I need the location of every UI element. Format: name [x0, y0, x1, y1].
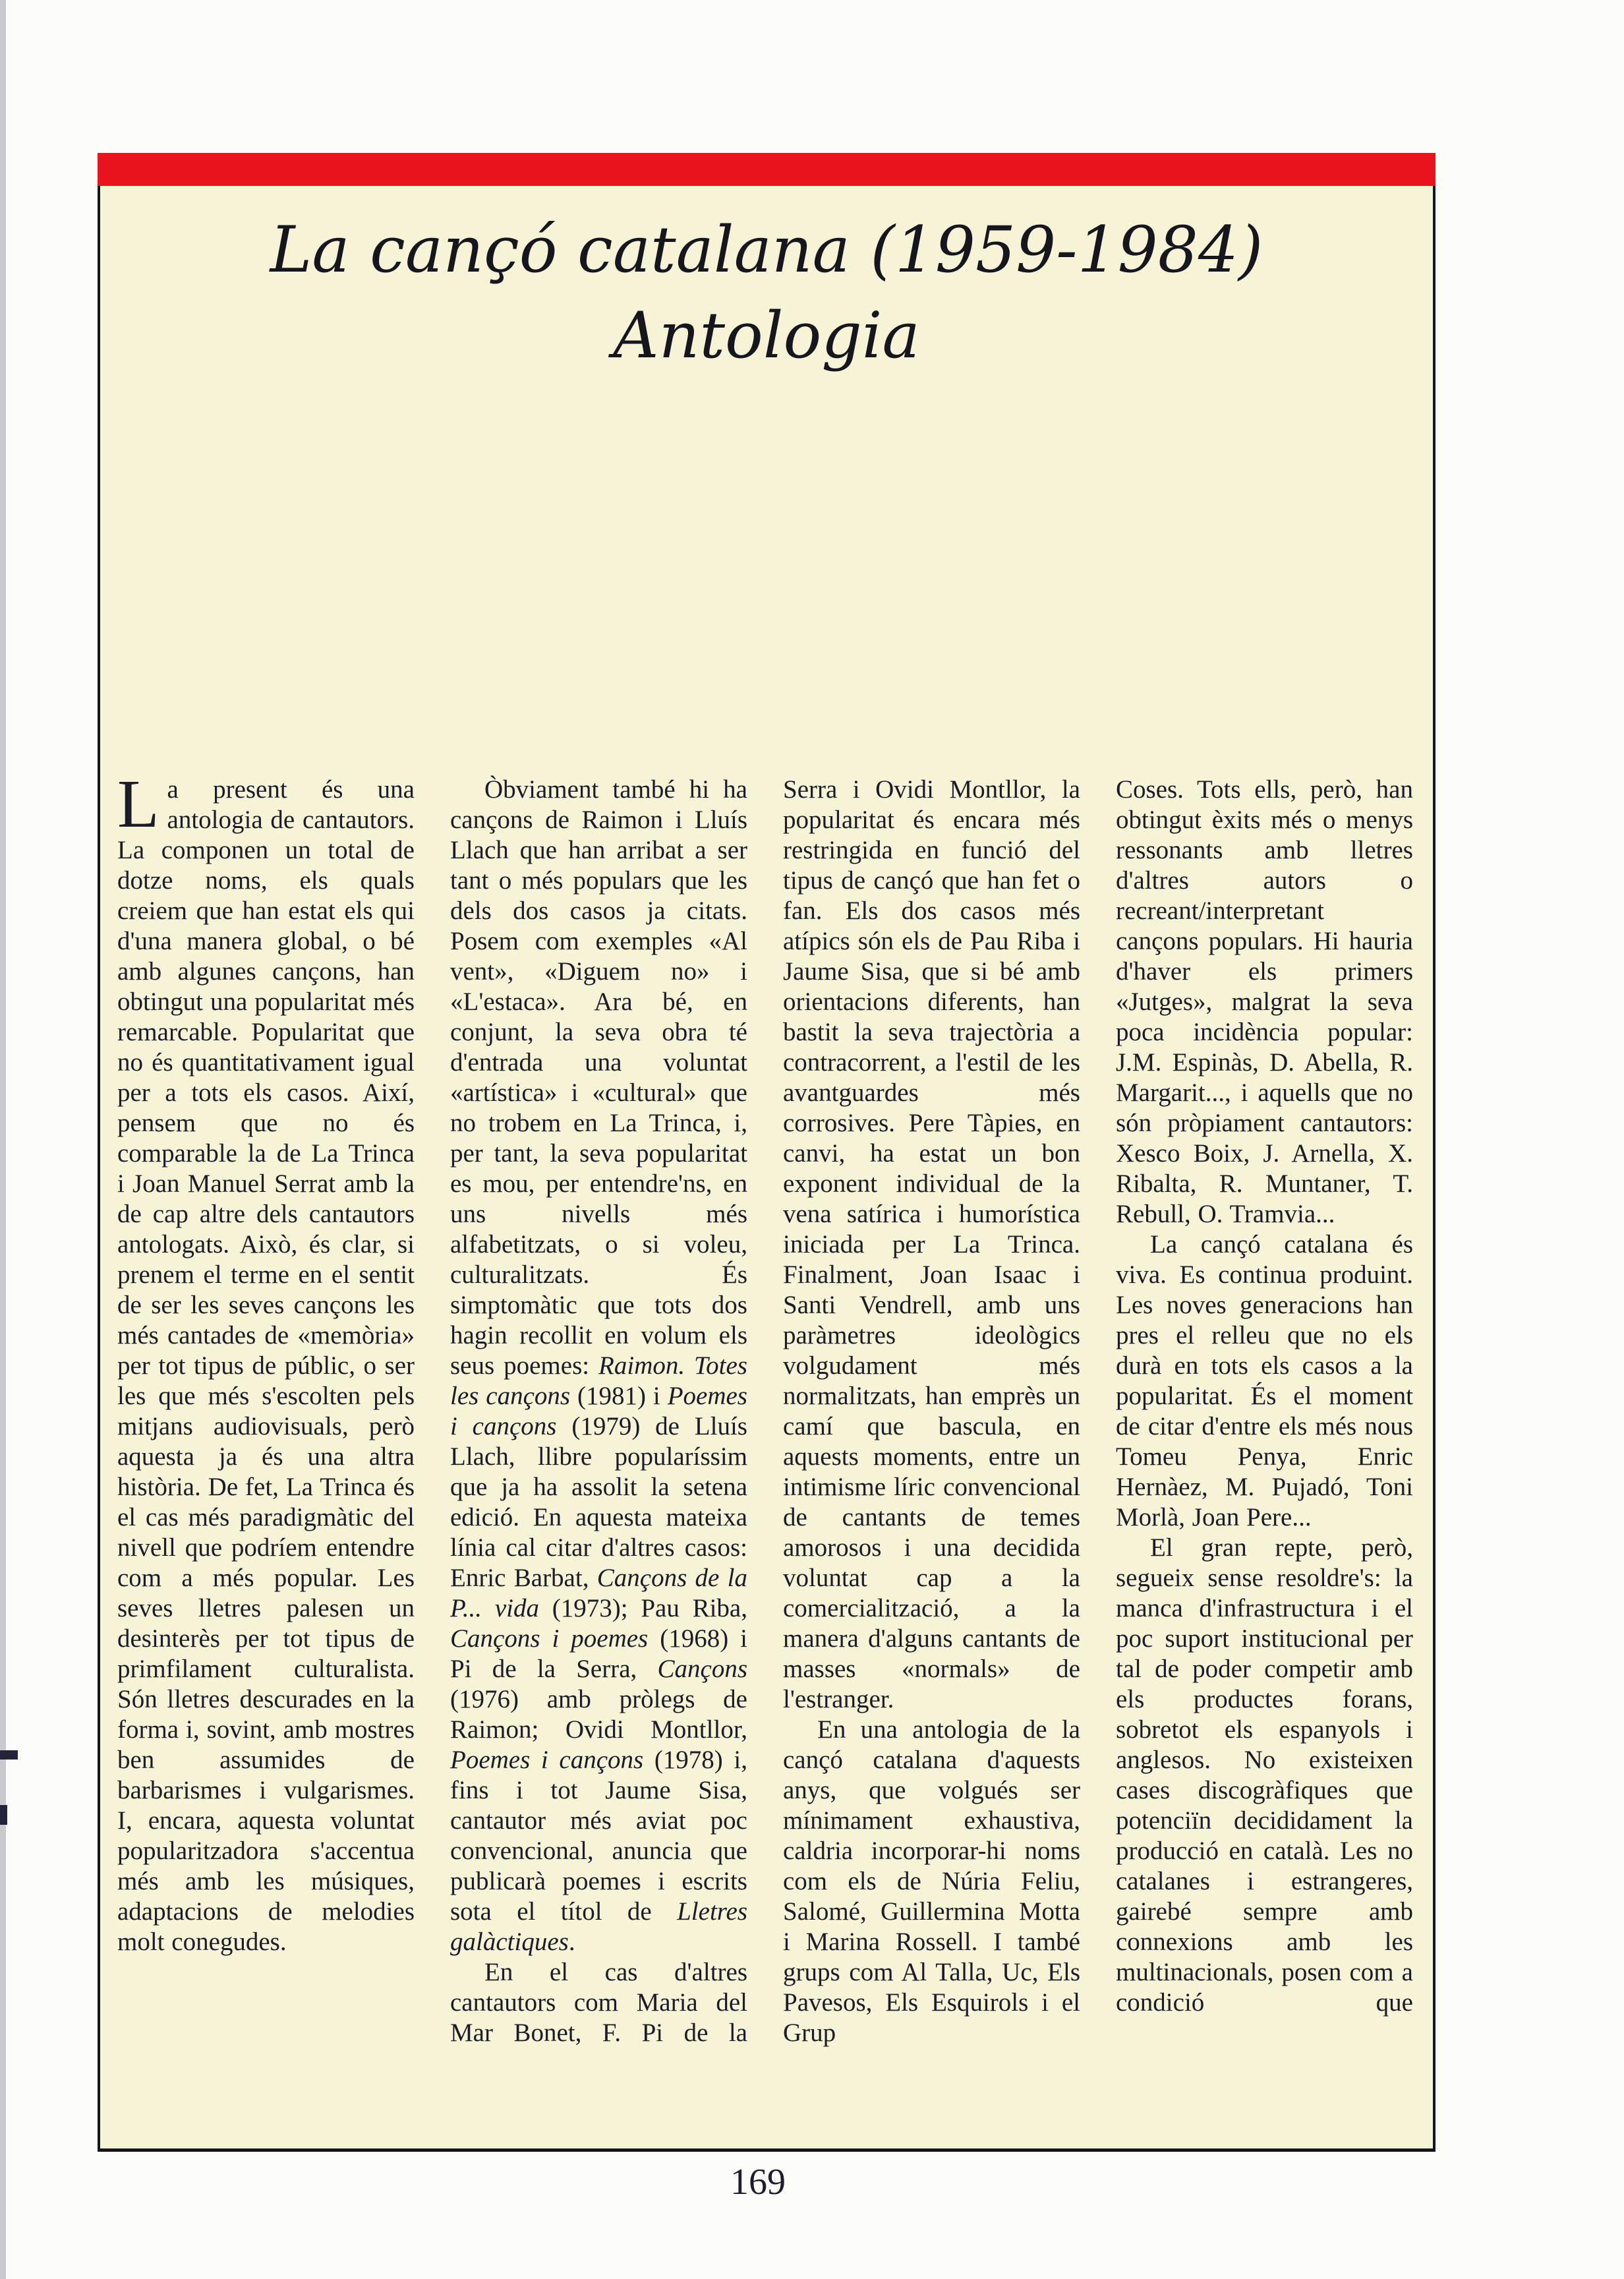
body-text: (1979) de Lluís Llach, llibre popularíssim que ja ha assolit la setena edició. En aquesta mateixa línia cal citar d'altres casos: Enric Barbat,: [450, 1412, 747, 1592]
book-title-italic: Cançons de la P... vida: [450, 1564, 747, 1622]
body-text: (1968) i Pi de la Serra,: [450, 1624, 747, 1683]
article-columns: [117, 775, 1413, 2150]
paragraph: [450, 775, 747, 1957]
body-text: Serra i Ovidi Montllor, la popularitat és encara més restringida en funció del tipus de cançó que han fet o fan. Els dos casos més atípics són els de Pau Riba i Jaume Sisa, que si bé amb orientacions diferents, han bastit la seva trajectòria a contracorrent, a l'estil de les avantguardes més corrosives. Pere Tàpies, en canvi, ha estat un bon exponent individual de la vena satírica i humorística iniciada per La Trinca. Finalment, Joan Isaac i Santi Vendrell, amb uns paràmetres ideològics volgudament més normalitzats, han emprès un camí que bascula, en aquests moments, entre un intimisme líric convencional de cantants de temes amorosos i una decidida voluntat cap a la comercialització, a la manera d'alguns cantants de masses «normals» de l'estranger.: [783, 775, 1080, 1713]
book-title-italic: Poemes i cançons: [450, 1382, 747, 1440]
title-line-2: Antologia: [613, 299, 920, 372]
paragraph: [117, 775, 415, 1957]
body-text: El gran repte, però, segueix sense resoldre's: la manca d'infrastructura i el poc suport institucional per tal de poder competir amb els productes forans, sobretot els espanyols i anglesos. No existeixen cases discogràfiques que potenciïn decididament la producció en català. Les no catalanes i estrangeres, gairebé sempre amb connexions amb les multinacionals, posen com a condició que: [1116, 1533, 1413, 2017]
header-bar: [98, 153, 1436, 186]
body-text: Òbviament també hi ha cançons de Raimon i Lluís Llach que han arribat a ser tant o més populars que les dels dos casos ja citats. Posem com exemples «Al vent», «Diguem no» i «L'estaca». Ara bé, en conjunt, la seva obra té d'entrada una voluntat «artística» i «cultural» que no trobem en La Trinca, i, per tant, la seva popularitat es mou, per entendre'ns, en uns nivells més alfabetitzats, o si voleu, culturalitzats. És simptomàtic que tots dos hagin recollit en volum els seus poemes:: [450, 775, 747, 1380]
text-column-2: [450, 775, 747, 2150]
article-title: [100, 186, 1433, 378]
title-line-1: La cançó catalana (1959-1984): [270, 213, 1263, 287]
scan-edge-strip: [0, 0, 6, 2279]
body-text: (1973); Pau Riba,: [538, 1594, 747, 1622]
body-text: a present és una antologia de cantautors. La componen un total de dotze noms, els quals creiem que han estat els qui d'una manera global, o bé amb algunes cançons, han obtingut una popularitat més remarcable. Popularitat que no és quantitativament igual per a tots els casos. Així, pensem que no és comparable la de La Trinca i Joan Manuel Serrat amb la de cap altre dels cantautors antologats. Això, és clar, si prenem el terme en el sentit de ser les seves cançons les més cantades de «memòria» per tot tipus de públic, o ser les que més s'escolten pels mitjans audiovisuals, però aquesta ja és una altra història. De fet, La Trinca és el cas més paradigmàtic del nivell que podríem entendre com a més popular. Les seves lletres palesen un desinterès per tot tipus de primfilament culturalista. Són lletres descurades en la forma i, sovint, amb mostres ben assumides de barbarismes i vulgarismes. I, encara, aquesta voluntat popularitzadora s'accentua més amb les músiques, adaptacions de melodies molt conegudes.: [117, 775, 415, 1956]
paragraph: [1116, 1229, 1413, 1533]
scan-artifact: [0, 1805, 7, 1825]
paragraph: [450, 1957, 747, 2048]
body-text: En una antologia de la cançó catalana d'aquests anys, que volgués ser mínimament exhaustiva, caldria incorporar-hi noms com els de Núria Feliu, Salomé, Guillermina Motta i Marina Rossell. I també grups com Al Talla, Uc, Els Pavesos, Els Esquirols i el Grup: [783, 1715, 1080, 2047]
paragraph: [783, 1715, 1080, 2048]
page-number: 169: [730, 2162, 786, 2203]
book-title-italic: Cançons: [657, 1655, 747, 1683]
paragraph: [1116, 1533, 1413, 2018]
book-title-italic: Lletres galàctiques: [450, 1897, 747, 1956]
drop-cap: L: [117, 775, 160, 842]
body-text: (1978) i, fins i tot Jaume Sisa, cantautor més aviat poc convencional, anuncia que publicarà poemes i escrits sota el títol de: [450, 1746, 748, 1926]
text-column-3: [783, 775, 1080, 2150]
article-box: [98, 186, 1436, 2152]
body-text: La cançó catalana és viva. Es continua produint. Les noves generacions han pres el relleu que no els durà en tots els casos a la popularitat. És el moment de citar d'entre els més nous Tomeu Penya, Enric Hernàez, M. Pujadó, Toni Morlà, Joan Pere...: [1116, 1230, 1413, 1531]
body-text: .: [568, 1928, 575, 1956]
scan-artifact: [0, 1750, 18, 1760]
book-title-italic: Raimon. Totes les cançons: [450, 1351, 747, 1410]
book-title-italic: Poemes i cançons: [450, 1746, 644, 1774]
book-title-italic: Cançons i poemes: [450, 1624, 649, 1653]
paragraph: [783, 775, 1080, 1715]
text-column-4: [1116, 775, 1413, 2150]
text-column-1: [117, 775, 415, 2150]
body-text: (1981) i: [570, 1382, 668, 1410]
body-text: (1976) amb pròlegs de Raimon; Ovidi Montllor,: [450, 1685, 747, 1744]
body-text: Coses. Tots ells, però, han obtingut èxits més o menys ressonants amb lletres d'altres autors o recreant/interpretant cançons populars. Hi hauria d'haver els primers «Jutges», malgrat la seva poca incidència popular: J.M. Espinàs, D. Abella, R. Margarit..., i aquells que no són pròpiament cantautors: Xesco Boix, J. Arnella, X. Ribalta, R. Muntaner, T. Rebull, O. Tramvia...: [1116, 775, 1413, 1228]
body-text: En el cas d'altres cantautors com Maria del Mar Bonet, F. Pi de la: [450, 1958, 747, 2047]
paragraph: [1116, 775, 1413, 1229]
